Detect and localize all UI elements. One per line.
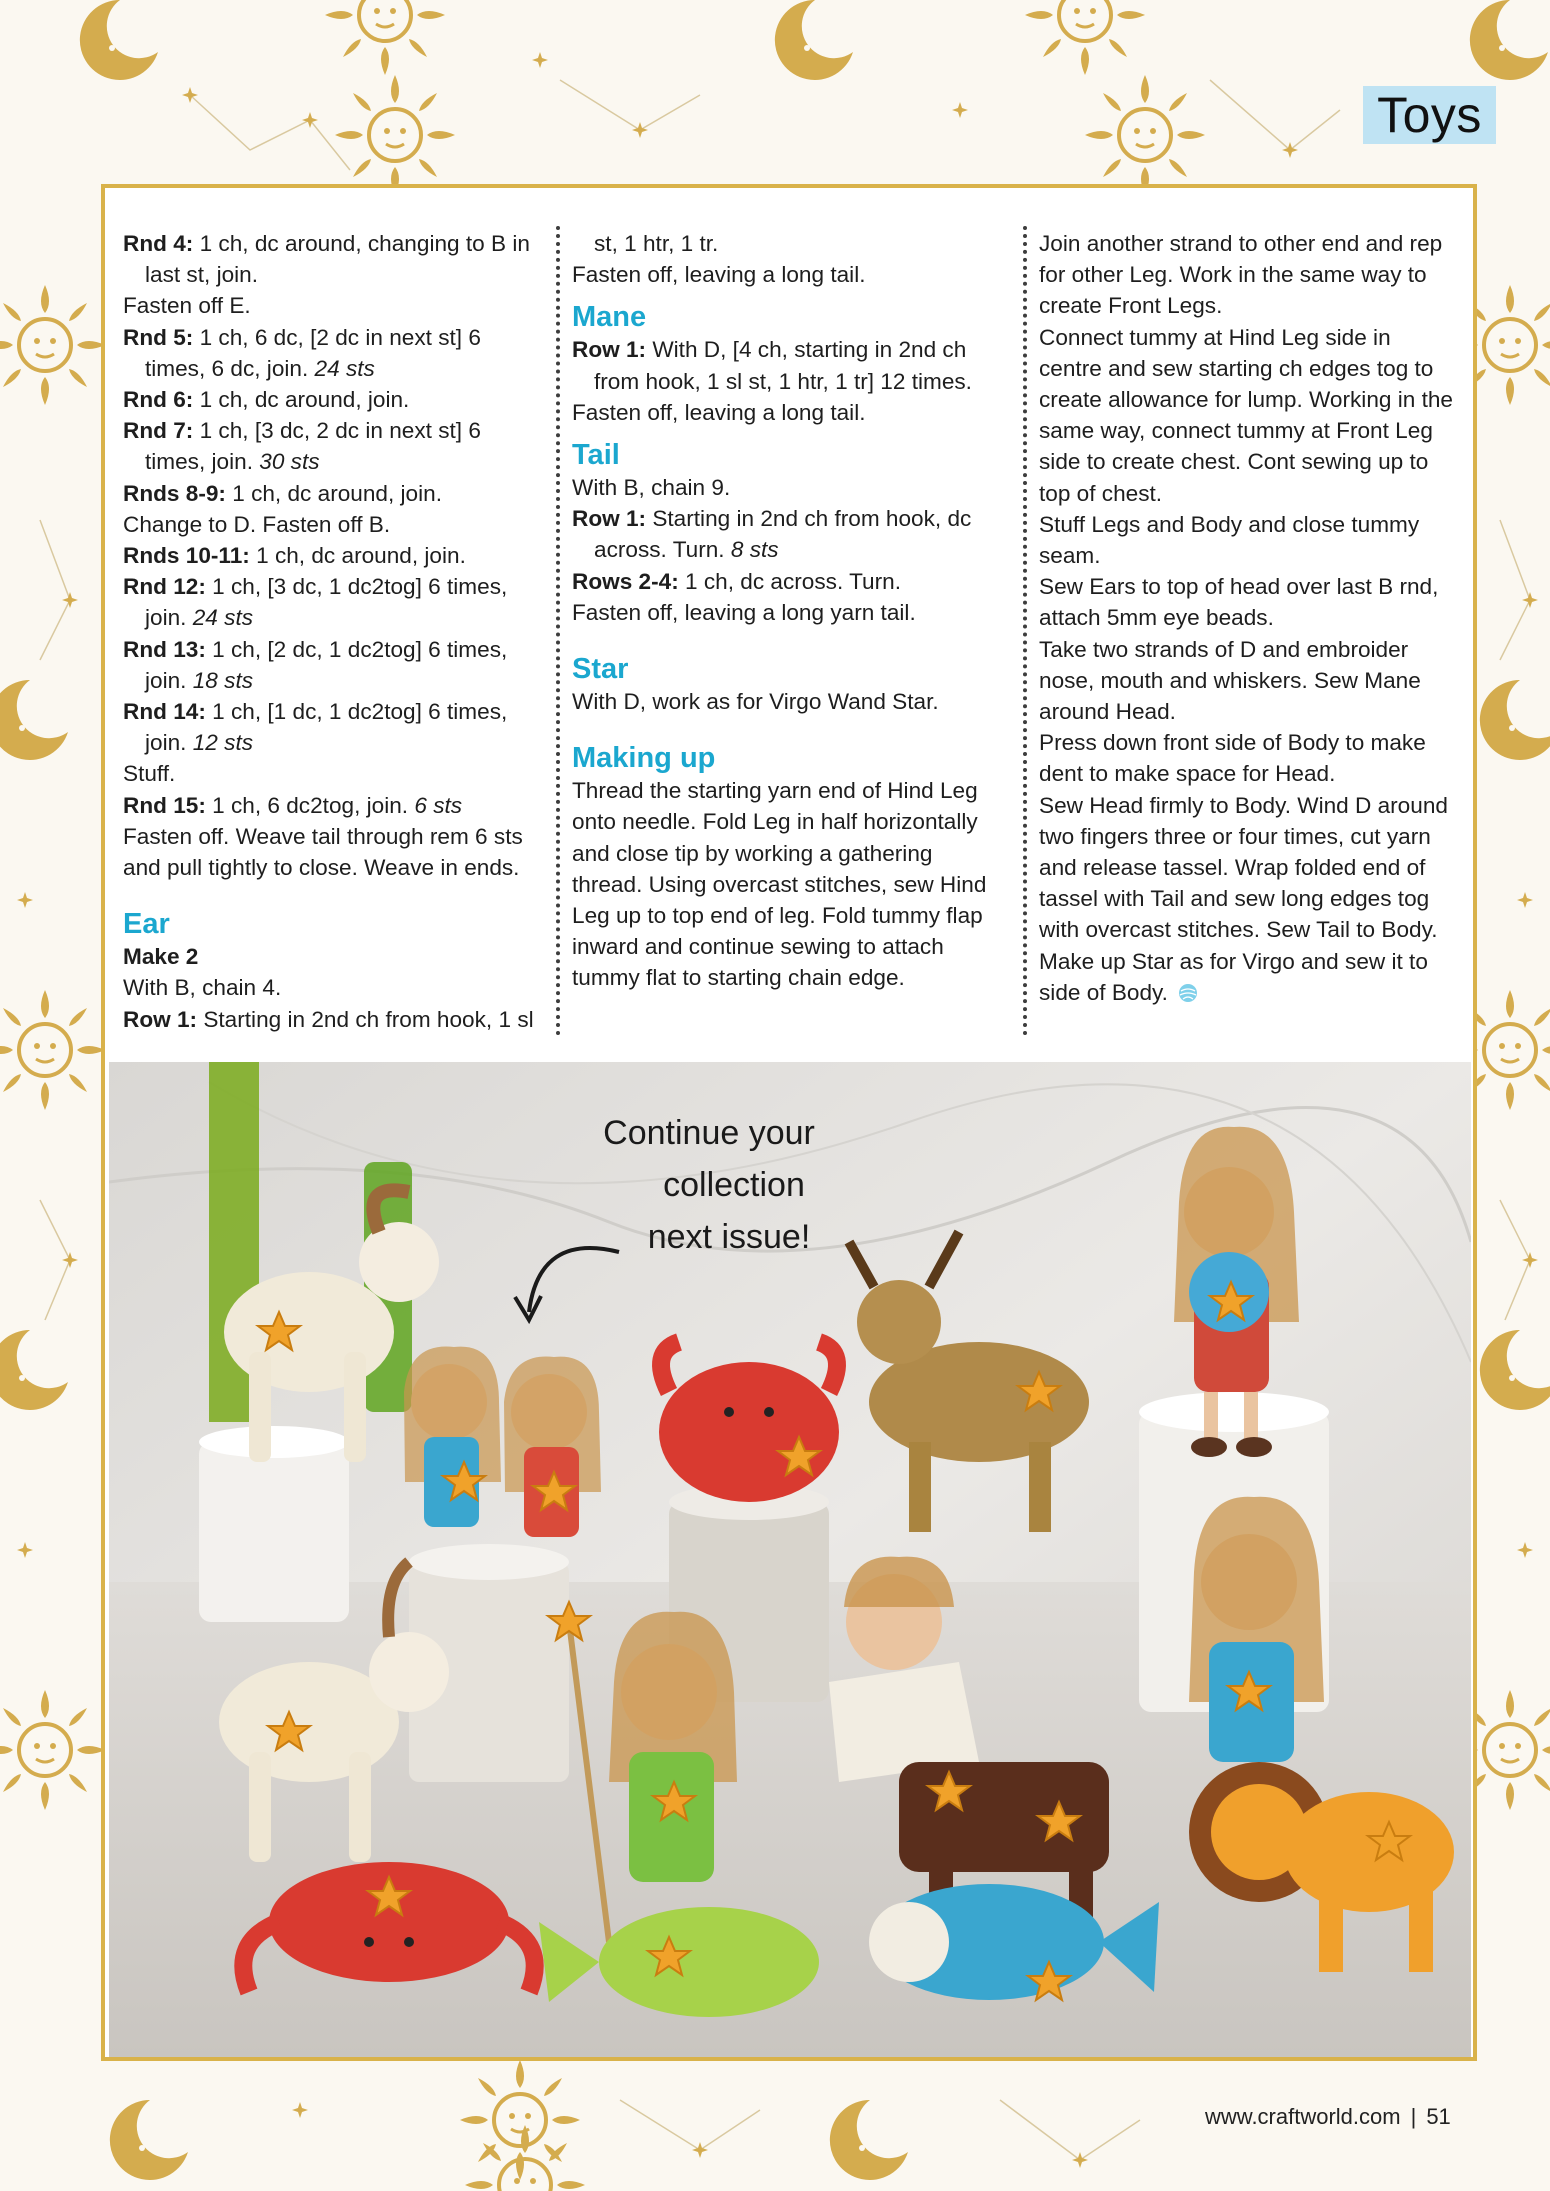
rnd-14: Rnd 14: 1 ch, [1 dc, 1 dc2tog] 6 times, join. 12 sts (123, 699, 508, 756)
page-footer (1205, 2104, 1451, 2134)
rnd-13: Rnd 13: 1 ch, [2 dc, 1 dc2tog] 6 times, join. 18 sts (123, 636, 508, 693)
making-up-p7: Sew Head firmly to Body. Wind D around two fingers three or four times, cut yarn and release tassel. Wrap folded end of tassel with Tail and sew long edges tog with overcast stitches. Sew Tail to Body. (1039, 792, 1448, 943)
tail-row-1: Row 1: Starting in 2nd ch from hook, dc across. Turn. 8 sts (572, 506, 972, 563)
yarn-ball-end-icon (1178, 983, 1198, 1003)
crochet-toys-photo (109, 1062, 1471, 2057)
footer-separator: | (1410, 2104, 1417, 2129)
ear-fasten-off: Fasten off, leaving a long tail. (572, 262, 866, 288)
tail-rows-2-4: Rows 2-4: 1 ch, dc across. Turn. (572, 568, 901, 594)
ear-heading: Ear (123, 908, 170, 941)
making-up-p2: Connect tummy at Hind Leg side in centre and sew starting ch edges tog to create allowance for lump. Working in the same way, connect tummy at Front Leg side to create chest. Cont sewing up to top of chest. (1039, 324, 1454, 506)
callout-line-3: next issue! (647, 1218, 811, 1256)
rnd-12: Rnd 12: 1 ch, [3 dc, 1 dc2tog] 6 times, join. 24 sts (123, 574, 508, 631)
rnd-7: Rnd 7: 1 ch, [3 dc, 2 dc in next st] 6 times, join. 30 sts (123, 418, 481, 475)
fasten-off-e: Fasten off E. (123, 293, 251, 319)
change-to-d: Change to D. Fasten off B. (123, 511, 391, 537)
mane-row-1: Row 1: With D, [4 ch, starting in 2nd ch from hook, 1 sl st, 1 htr, 1 tr] 12 times. (572, 337, 972, 394)
with-b-chain-9: With B, chain 9. (572, 475, 731, 501)
making-up-heading: Making up (572, 742, 716, 775)
footer-url[interactable]: www.craftworld.com (1205, 2104, 1401, 2129)
rnd-5: Rnd 5: 1 ch, 6 dc, [2 dc in next st] 6 times, 6 dc, join. 24 sts (123, 324, 481, 381)
tail-heading: Tail (572, 439, 620, 472)
making-up-p4: Sew Ears to top of head over last B rnd, attach 5mm eye beads. (1039, 574, 1439, 631)
stuff-instruction: Stuff. (123, 761, 176, 787)
ear-row-1-continued: st, 1 htr, 1 tr. (594, 231, 719, 256)
rnds-8-9: Rnds 8-9: 1 ch, dc around, join. (123, 480, 442, 506)
making-up-p6: Press down front side of Body to make dent to make space for Head. (1039, 730, 1426, 787)
rnd-4: Rnd 4: 1 ch, dc around, changing to B in last st, join. (123, 231, 530, 288)
callout-line-2: collection (663, 1166, 805, 1204)
making-up-p3: Stuff Legs and Body and close tummy seam. (1039, 511, 1420, 569)
star-heading: Star (572, 653, 629, 686)
fasten-weave: Fasten off. Weave tail through rem 6 sts and pull tightly to close. Weave in ends. (123, 823, 523, 881)
making-up-p5: Take two strands of D and embroider nose, mouth and whiskers. Sew Mane around Head. (1039, 636, 1421, 725)
column-divider (1023, 226, 1027, 1036)
mane-heading: Mane (572, 301, 647, 334)
page-number: 51 (1426, 2104, 1451, 2129)
pattern-frame (101, 184, 1477, 2061)
rnd-15: Rnd 15: 1 ch, 6 dc2tog, join. 6 sts (123, 792, 463, 818)
text-column-1 (123, 228, 543, 1035)
making-up-p1: Join another strand to other end and rep for other Leg. Work in the same way to create Front Legs. (1039, 231, 1443, 319)
star-text: With D, work as for Virgo Wand Star. (572, 689, 939, 715)
make-2: Make 2 (123, 944, 199, 970)
tail-fasten-off: Fasten off, leaving a long yarn tail. (572, 599, 916, 625)
callout-line-1: Continue your (603, 1114, 815, 1152)
text-column-3 (1039, 228, 1459, 1008)
making-up-text: Thread the starting yarn end of Hind Leg onto needle. Fold Leg in half horizontally and close tip by working a gathering thread. Using overcast stitches, sew Hind Leg up to top end of leg. Fold tummy flap inward and continue sewing to attach tummy flat to starting chain edge. (572, 778, 987, 991)
mane-fasten-off: Fasten off, leaving a long tail. (572, 399, 866, 425)
text-column-2 (572, 228, 1007, 994)
rnd-6: Rnd 6: 1 ch, dc around, join. (123, 387, 410, 413)
section-tab: Toys (1363, 86, 1496, 144)
ear-row-1: Row 1: Starting in 2nd ch from hook, 1 sl (123, 1006, 534, 1032)
column-divider (556, 226, 560, 1036)
rnds-10-11: Rnds 10-11: 1 ch, dc around, join. (123, 543, 466, 569)
making-up-p8: Make up Star as for Virgo and sew it to side of Body. (1039, 948, 1428, 1005)
with-b-chain-4: With B, chain 4. (123, 975, 282, 1001)
